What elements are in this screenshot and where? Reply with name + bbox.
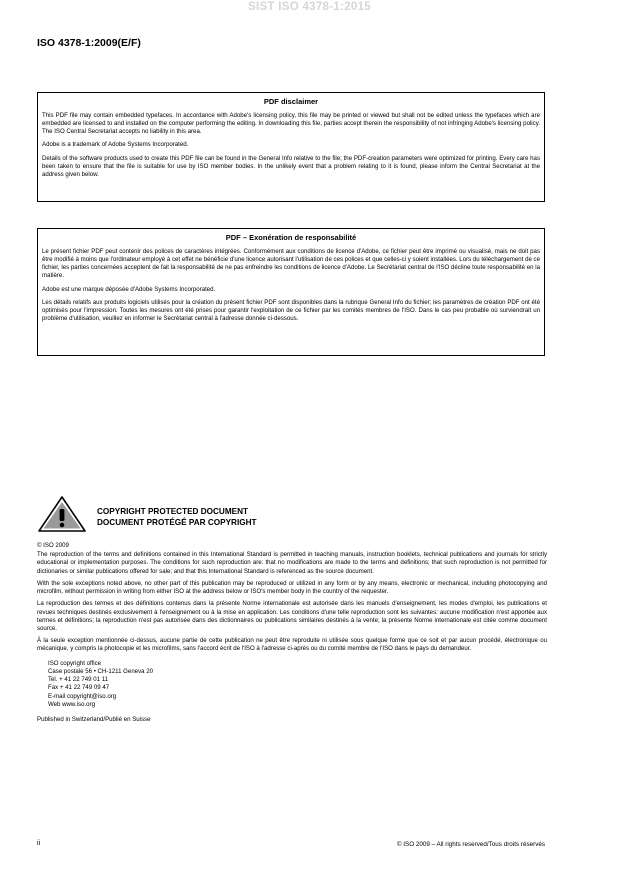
exoneration-paragraph: Le présent fichier PDF peut contenir des polices de caractères intégrées. Conformément aux conditions de licence d'Adobe, ce fichier peut être imprimé ou visualisé, mais ne doit pas être modifié à moins que l'ordinateur employé à cet effet ne bénéficie d'une licence autorisant l'utilisation de ces polices et que celles-ci y soient installées. Lors du téléchargement de ce fichier, les parties concernées acceptent de fait la responsabilité de ne pas enfreindre les conditions de licence d'Adobe. Le Secrétariat central de l'ISO décline toute responsabilité en la matière. <box>42 248 540 280</box>
copyright-title-fr: DOCUMENT PROTÉGÉ PAR COPYRIGHT <box>97 517 257 527</box>
published-in: Published in Switzerland/Publié en Suisse <box>37 715 151 723</box>
copyright-notice: © ISO 2009 <box>37 542 69 549</box>
footer-rights: © ISO 2009 – All rights reserved/Tous droits réservés <box>396 841 545 848</box>
pdf-disclaimer-title: PDF disclaimer <box>263 97 319 106</box>
address-line: ISO copyright office <box>48 659 102 667</box>
warning-triangle-icon <box>37 495 87 533</box>
pdf-exoneration-title: PDF – Exonération de responsabilité <box>225 233 357 242</box>
exoneration-paragraph: Les détails relatifs aux produits logiciels utilisés pour la création du présent fichier PDF sont disponibles dans la rubrique General Info du fichier; les paramètres de création PDF ont été optimisés pour l'impression. Toutes les mesures ont été prises pour garantir l'exploitation de ce fichier par les comités membres de l'ISO. Dans le cas peu probable où surviendrait un problème d'utilisation, veuillez en informer le Secrétariat central à l'adresse donnée ci-dessous. <box>42 298 540 323</box>
address-line: Fax + 41 22 749 09 47 <box>48 684 110 692</box>
copyright-paragraph: With the sole exceptions noted above, no other part of this publication may be reproduced or utilized in any form or by any means, electronic or mechanical, including photocopying and microfilm, without permission in writing from either ISO at the address below or ISO's member body in the country of the requester. <box>37 579 547 596</box>
copyright-title <box>97 507 257 528</box>
pdf-disclaimer-box <box>37 92 545 202</box>
pdf-exoneration-box <box>37 228 545 356</box>
address-line: Tel. + 41 22 749 01 11 <box>48 676 109 684</box>
document-id: ISO 4378-1:2009(E/F) <box>37 37 141 49</box>
copyright-title-en: COPYRIGHT PROTECTED DOCUMENT <box>97 507 249 516</box>
disclaimer-paragraph: Adobe is a trademark of Adobe Systems Incorporated. <box>42 141 189 149</box>
copyright-paragraph: La reproduction des termes et des définitions contenus dans la présente Norme internationale est autorisée dans les manuels d'enseignement, les modes d'emploi, les publications et revues techniques destinés exclusivement à l'enseignement ou à la mise en application. Les conditions d'une telle reproduction sont les suivantes: aucune modification n'est apportée aux termes et définitions; la reproduction n'est pas autorisée dans des dictionnaires ou publications similaires destinés à la vente; la présente Norme internationale est citée comme document source. <box>37 600 547 632</box>
disclaimer-paragraph: Details of the software products used to create this PDF file can be found in the General Info relative to the file; the PDF-creation parameters were optimized for printing. Every care has been taken to ensure that the file is suitable for use by ISO member bodies. In the unlikely event that a problem relating to it is found, please inform the Central Secretariat at the address given below. <box>42 154 540 178</box>
copyright-paragraph: The reproduction of the terms and definitions contained in this International Standard is permitted in teaching manuals, instruction booklets, technical publications and journals for strictly educational or implementation purposes. The conditions for such reproduction are: that no modifications are made to the terms and definitions; that such reproduction is not permitted for dictionaries or similar publications offered for sale; and that this International Standard is referenced as the source document. <box>37 551 547 575</box>
address-line: E-mail copyright@iso.org <box>48 692 117 700</box>
copyright-office-address <box>48 660 547 709</box>
watermark: SIST ISO 4378-1:2015 <box>248 1 371 13</box>
address-line: Case postale 56 • CH-1211 Geneva 20 <box>48 667 154 675</box>
disclaimer-paragraph: This PDF file may contain embedded typefaces. In accordance with Adobe's licensing policy, this file may be printed or viewed but shall not be edited unless the typefaces which are embedded are licensed to and installed on the computer performing the editing. In downloading this file, parties accept therein the responsibility of not infringing Adobe's licensing policy. The ISO Central Secretariat accepts no liability in this area. <box>42 112 540 136</box>
copyright-paragraph: À la seule exception mentionnée ci-dessus, aucune partie de cette publication ne peut être reproduite ni utilisée sous quelque forme que ce soit et par aucun procédé, électronique ou mécanique, y compris la photocopie et les microfilms, sans l'accord écrit de l'ISO à l'adresse ci-après ou du comité membre de l'ISO dans le pays du demandeur. <box>37 637 547 653</box>
copyright-body <box>37 542 547 723</box>
address-line: Web www.iso.org <box>48 700 95 708</box>
copyright-header <box>37 495 537 535</box>
page-number: ii <box>37 840 41 847</box>
exoneration-paragraph: Adobe est une marque déposée d'Adobe Systems Incorporated. <box>42 285 216 293</box>
